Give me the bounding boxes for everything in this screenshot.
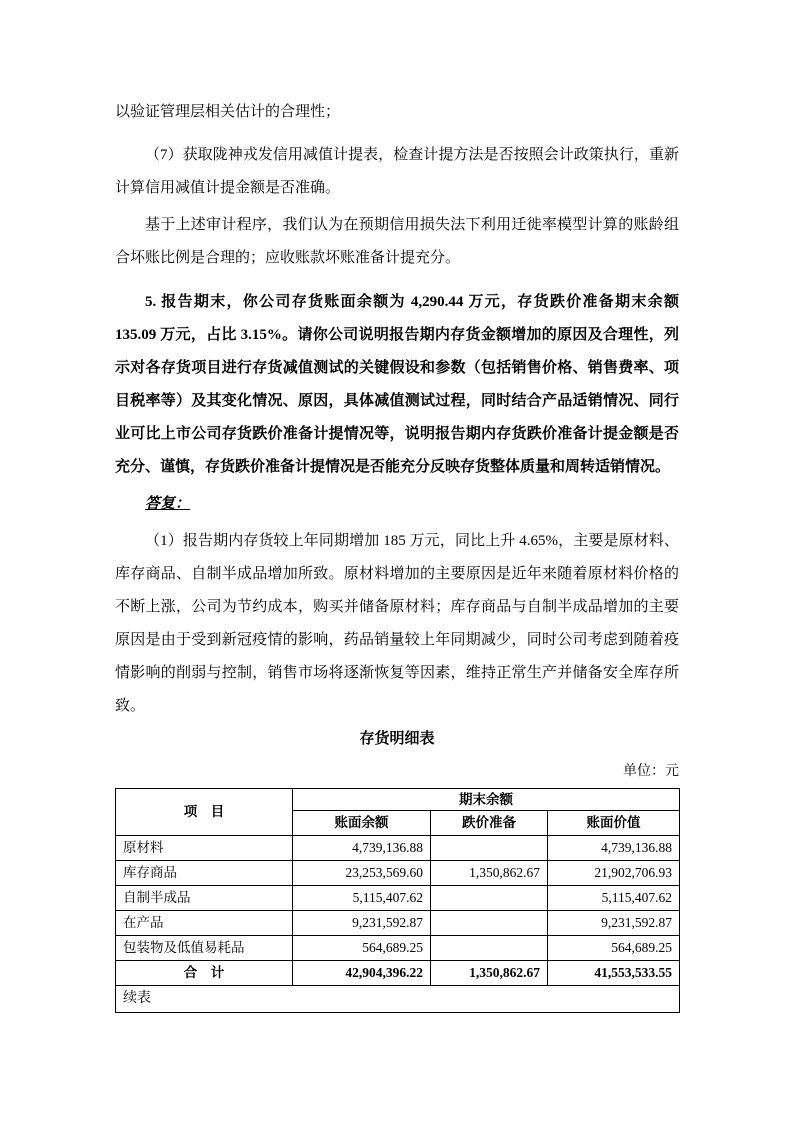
- subcol-header-provision: 跌价准备: [431, 811, 548, 836]
- subcol-header-book-value: 账面价值: [548, 811, 680, 836]
- continued-table-label: 续表: [116, 986, 680, 1013]
- cell-book-value: 41,553,533.55: [548, 961, 680, 986]
- cell-item: 在产品: [116, 911, 293, 936]
- cell-book-balance: 23,253,569.60: [293, 861, 431, 886]
- table-header-row-group: [116, 789, 680, 811]
- cell-item: 原材料: [116, 836, 293, 861]
- subcol-header-book-balance: 账面余额: [293, 811, 431, 836]
- cell-book-value: 9,231,592.87: [548, 911, 680, 936]
- cell-book-value: 21,902,706.93: [548, 861, 680, 886]
- table-row-continued: [116, 986, 680, 1013]
- table-row-total: [116, 961, 680, 986]
- cell-book-balance: 5,115,407.62: [293, 886, 431, 911]
- cell-book-value: 5,115,407.62: [548, 886, 680, 911]
- table-title: 存货明细表: [359, 731, 435, 747]
- inventory-table: [115, 788, 680, 1013]
- table-row: [116, 836, 680, 861]
- table-row: [116, 861, 680, 886]
- paragraph-reply-heading: [115, 488, 679, 521]
- paragraph-audit-conclusion: 基于上述审计程序，我们认为在预期信用损失法下利用迁徙率模型计算的账龄组合坏账比例是合理的；应收账款坏账准备计提充分。: [115, 217, 679, 266]
- cell-book-value: 564,689.25: [548, 936, 680, 961]
- cell-item: 包装物及低值易耗品: [116, 936, 293, 961]
- cell-provision: [431, 936, 548, 961]
- paragraph-answer-1: （1）报告期内存货较上年同期增加 185 万元，同比上升 4.65%，主要是原材料、库存商品、自制半成品增加所致。原材料增加的主要原因是近年来随着原材料价格的不断上涨，公司为节约成本，购买并储备原材料；库存商品与自制半成品增加的主要原因是由于受到新冠疫情的影响，药品销量较上年同期减少，同时公司考虑到随着疫情影响的削弱与控制，销售市场将逐渐恢复等因素，维持正常生产并储备安全库存所致。: [115, 533, 679, 714]
- cell-book-value: 4,739,136.88: [548, 836, 680, 861]
- cell-book-balance: 9,231,592.87: [293, 911, 431, 936]
- cell-book-balance: 564,689.25: [293, 936, 431, 961]
- paragraph-question-5: 5. 报告期末，你公司存货账面余额为 4,290.44 万元，存货跌价准备期末余额 135.09 万元，占比 3.15%。请你公司说明报告期内存货金额增加的原因及合理性，列示对各存货项目进行存货减值测试的关键假设和参数（包括销售价格、销售费率、项目税率等）及其变化情况、原因，具体减值测试过程，同时结合产品适销情况、同行业可比上市公司存货跌价准备计提情况等，说明报告期内存货跌价准备计提金额是否充分、谨慎，存货跌价准备计提情况是否能充分反映存货整体质量和周转适销情况。: [115, 294, 679, 475]
- col-header-period-end-balance: 期末余额: [293, 789, 680, 811]
- unit-label: 单位：元: [623, 764, 679, 779]
- cell-book-balance: 42,904,396.22: [293, 961, 431, 986]
- cell-item: 自制半成品: [116, 886, 293, 911]
- reply-label: 答复：: [145, 496, 191, 512]
- cell-provision: 1,350,862.67: [431, 961, 548, 986]
- table-row: [116, 936, 680, 961]
- cell-provision: 1,350,862.67: [431, 861, 548, 886]
- cell-provision: [431, 886, 548, 911]
- cell-book-balance: 4,739,136.88: [293, 836, 431, 861]
- paragraph-continuation: 以验证管理层相关估计的合理性；: [115, 104, 341, 120]
- table-row: [116, 886, 680, 911]
- cell-provision: [431, 836, 548, 861]
- cell-provision: [431, 911, 548, 936]
- cell-item: 合 计: [116, 961, 293, 986]
- col-header-item: 项 目: [116, 789, 293, 836]
- table-row: [116, 911, 680, 936]
- cell-item: 库存商品: [116, 861, 293, 886]
- paragraph-item-7: （7）获取陇神戎发信用减值计提表，检查计提方法是否按照会计政策执行，重新计算信用减值计提金额是否准确。: [115, 147, 679, 196]
